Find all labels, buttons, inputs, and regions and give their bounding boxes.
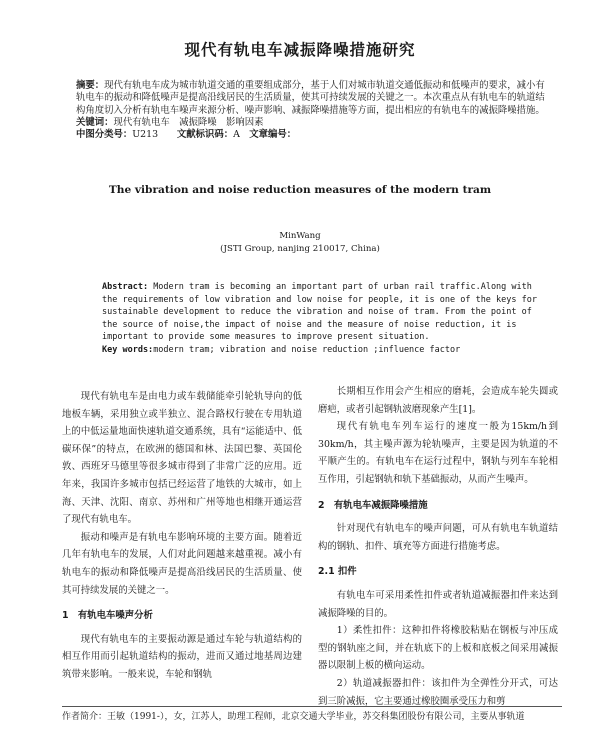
section-heading: 1 有轨电车噪声分析: [62, 610, 153, 622]
en-abstract-text: Modern tram is becoming an important part of urban rail traffic.Along with the requirements of low vibration and low noise for people, it is one of the keys for sustainable development to reduce the vibration and noise of tram. From the point of the source of noise,the impact of noise and the measure of noise reduction, it is important to provide some measures to improve present situation.: [102, 282, 537, 343]
body-paragraph: 2）轨道减振器扣件：该扣件为全弹性分开式，可达到三阶减振，它主要通过橡胶圈承受压力和剪: [318, 677, 558, 707]
body-paragraph: 针对现代有轨电车的噪声问题，可从有轨电车轨道结构的钢轨、扣件、填充等方面进行措施考虑。: [318, 523, 558, 552]
en-keywords-line: [102, 344, 552, 357]
en-abstract-body: [102, 281, 552, 344]
chinese-abstract: [76, 80, 548, 141]
english-abstract: [102, 281, 552, 357]
en-keywords: modern tram; vibration and noise reduction ;influence factor: [153, 344, 461, 355]
english-title: The vibration and noise reduction measures of the modern tram: [108, 184, 492, 196]
section-heading: 2 有轨电车减振降噪措施: [318, 499, 428, 511]
cn-abstract-label: 摘要：: [76, 80, 105, 91]
en-keywords-label: Key words:: [102, 344, 154, 355]
subsection-heading: 2.1 扣件: [318, 566, 357, 578]
body-column-left: [62, 388, 302, 684]
author-footnote: 作者简介：王敏（1991-），女，江苏人，助理工程师，北京交通大学毕业，苏交科集团股份有限公司，主要从事轨道: [62, 706, 562, 729]
body-paragraph: 现代有轨电车列车运行的速度一般为15km/h到30km/h，其主噪声源为轮轨噪声，主要是因为轨道的不平顺产生的。有轨电车在运行过程中，钢轨与列车车轮相互作用，引起钢轨和轨下基础振动，从而产生噪声。: [318, 421, 558, 485]
cn-keywords-label: 关键词：: [76, 116, 114, 128]
author-affiliation: (JSTI Group, nanjing 210017, China): [220, 244, 380, 254]
body-column-right: [318, 383, 558, 710]
en-abstract-label: Abstract:: [102, 282, 149, 292]
cn-article-label: 文章编号：: [249, 129, 297, 141]
body-paragraph: 现代有轨电车的主要振动源是通过车轮与轨道结构的相互作用而引起轨道结构的振动，进而又通过地基周边建筑带来影响。一般来说，车轮和钢轨: [62, 633, 302, 680]
body-paragraph: 现代有轨电车是由电力或车载储能牵引轮轨导向的低地板车辆，采用独立或半独立、混合路权行驶在专用轨道上的中低运量地面快速轨道交通系统，具有“运能适中、低碳环保”的特点，在欧洲的德国和林、法国巴黎、英国伦敦、西班牙马德里等很多城市得到了非常广泛的应用。近年来，我国许多城市包括已经运营了地铁的大城市，如上海、天津、沈阳、南京、苏州和广州等地也相继开通运营了现代有轨电车。: [62, 391, 302, 526]
cn-class-value: U213: [132, 129, 159, 141]
cn-doc-label: 文献标识码：: [176, 129, 234, 141]
cn-abstract-body: [76, 80, 548, 117]
cn-keywords: 现代有轨电车 减振降噪 影响因素: [113, 116, 264, 128]
body-paragraph: 有轨电车可采用柔性扣件或者轨道减振器扣件来达到减振降噪的目的。: [318, 589, 558, 619]
cn-doc-value: A: [233, 129, 240, 141]
body-paragraph: 振动和噪声是有轨电车影响环境的主要方面。随着近几年有轨电车的发展，人们对此问题越来越重视。减小有轨电车的振动和降低噪声是提高沿线居民的生活质量、使其可持续发展的关键之一。: [62, 531, 302, 596]
cn-keywords-line: [76, 117, 548, 129]
paper-title: 现代有轨电车减振降噪措施研究: [184, 41, 416, 59]
cn-classification-line: [76, 129, 548, 141]
body-paragraph: 1）柔性扣件：这种扣件将橡胶粘贴在钢板与冲压成型的钢轨座之间，并在轨底下的上板和底板之间采用减振器以限制上板的横向运动。: [318, 625, 558, 672]
cn-abstract-text: 现代有轨电车成为城市轨道交通的重要组成部分，基于人们对城市轨道交通低振动和低噪声的要求，减小有轨电车的振动和降低噪声是提高沿线居民的生活质量，使其可持续发展的关键之一。本次重点从有轨电车的轨道结构角度切入分析有轨电车噪声来源分析、噪声影响、减振降噪措施等方面，提出相应的有轨电车的减振降噪措施。: [76, 80, 545, 116]
body-paragraph: 长期相互作用会产生相应的磨耗，会造成车轮失圆或磨疤，或者引起钢轨波磨现象产生[1]。: [318, 386, 558, 415]
cn-class-label: 中图分类号：: [76, 129, 133, 141]
author-name: MinWang: [279, 231, 321, 241]
